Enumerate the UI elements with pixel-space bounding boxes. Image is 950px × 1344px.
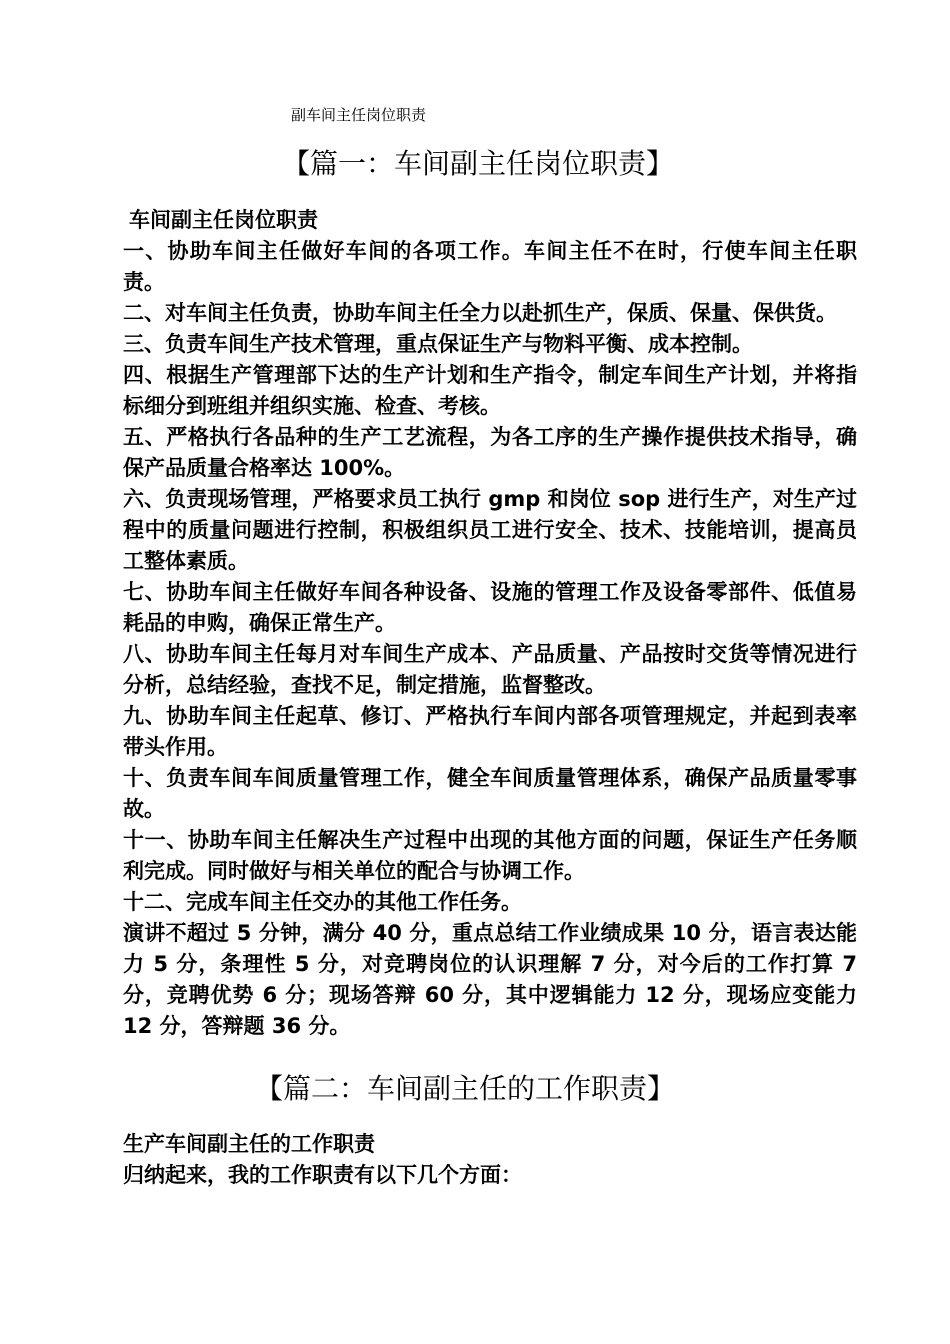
section-1-subtitle: 车间副主任岗位职责 <box>129 208 318 232</box>
duty-item: 五、严格执行各品种的生产工艺流程，为各工序的生产操作提供技术指导，确保产品质量合格率达 100%。 <box>123 425 857 480</box>
duty-item: 二、对车间主任负责，协助车间主任全力以赴抓生产，保质、保量、保供货。 <box>123 301 837 325</box>
section-1-body <box>117 205 857 1042</box>
page-header: 副车间主任岗位职责 <box>291 106 427 124</box>
section-2-subtitle: 生产车间副主任的工作职责 <box>123 1132 375 1156</box>
duty-item: 八、协助车间主任每月对车间生产成本、产品质量、产品按时交货等情况进行分析，总结经验，查找不足，制定措施，监督整改。 <box>123 642 857 697</box>
duty-item: 十二、完成车间主任交办的其他工作任务。 <box>123 890 522 914</box>
section-2-body <box>117 1129 857 1191</box>
scoring-paragraph: 演讲不超过 5 分钟，满分 40 分，重点总结工作业绩成果 10 分，语言表达能力 5 分，条理性 5 分，对竞聘岗位的认识理解 7 分，对今后的工作打算 7 分，竞聘优势 6 分；现场答辩 60 分，其中逻辑能力 12 分，现场应变能力 12 分，答辩题 36 分。 <box>123 921 857 1038</box>
section-2-intro: 归纳起来，我的工作职责有以下几个方面： <box>123 1163 522 1187</box>
duty-item: 七、协助车间主任做好车间各种设备、设施的管理工作及设备零部件、低值易耗品的申购，确保正常生产。 <box>123 580 857 635</box>
duty-item: 四、根据生产管理部下达的生产计划和生产指令，制定车间生产计划，并将指标细分到班组并组织实施、检查、考核。 <box>123 363 857 418</box>
section-1-title: 【篇一：车间副主任岗位职责】 <box>281 147 674 180</box>
duty-item: 十、负责车间车间质量管理工作，健全车间质量管理体系，确保产品质量零事故。 <box>123 766 857 821</box>
duty-item: 十一、协助车间主任解决生产过程中出现的其他方面的问题，保证生产任务顺利完成。同时做好与相关单位的配合与协调工作。 <box>123 828 857 883</box>
duty-item: 一、协助车间主任做好车间的各项工作。车间主任不在时，行使车间主任职责。 <box>123 239 857 294</box>
duty-item: 三、负责车间生产技术管理，重点保证生产与物料平衡、成本控制。 <box>123 332 753 356</box>
duty-item: 九、协助车间主任起草、修订、严格执行车间内部各项管理规定，并起到表率带头作用。 <box>123 704 857 759</box>
duty-item: 六、负责现场管理，严格要求员工执行 gmp 和岗位 sop 进行生产，对生产过程中的质量问题进行控制，积极组织员工进行安全、技术、技能培训，提高员工整体素质。 <box>123 487 857 573</box>
section-2-title: 【篇二：车间副主任的工作职责】 <box>254 1072 675 1105</box>
